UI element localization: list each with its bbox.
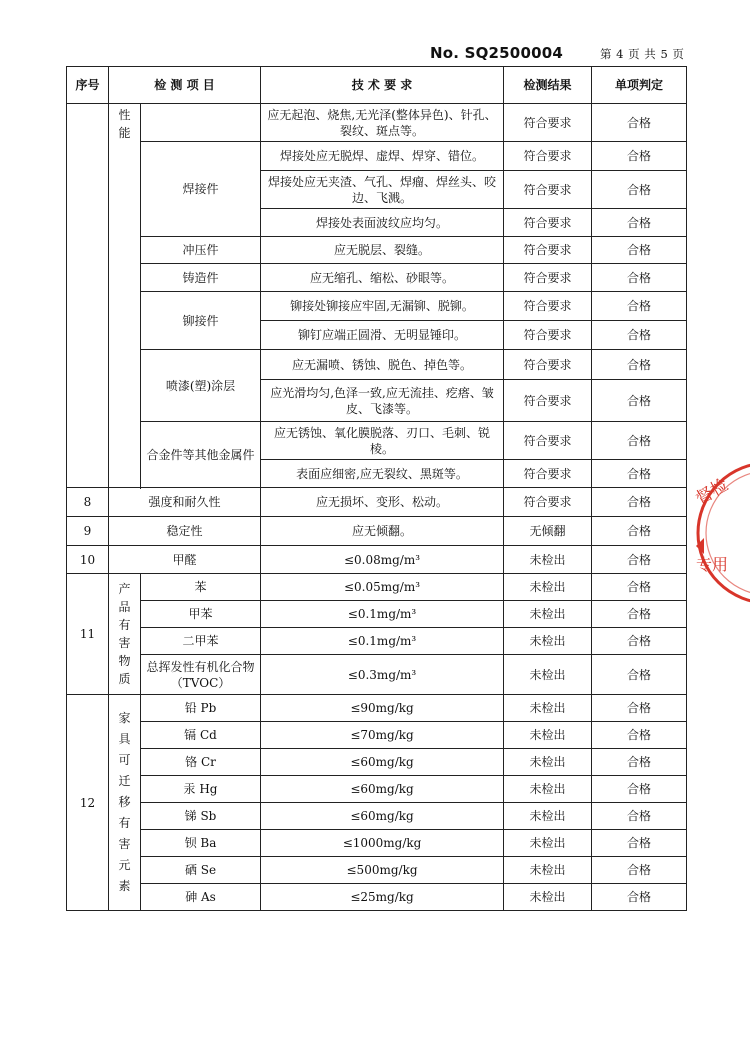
- req-cell: 应无缩孔、缩松、砂眼等。: [261, 264, 504, 292]
- result-cell: 未检出: [504, 830, 592, 857]
- item-cell: 总挥发性有机化合物（TVOC）: [141, 655, 261, 695]
- sub-cell: [141, 104, 261, 142]
- inspection-table: [66, 66, 687, 911]
- table-row: [67, 722, 687, 749]
- verdict-cell: 合格: [592, 628, 687, 655]
- req-cell: 表面应细密,应无裂纹、黑斑等。: [261, 460, 504, 488]
- table-row: [67, 292, 687, 321]
- table-row: [67, 601, 687, 628]
- verdict-cell: 合格: [592, 350, 687, 380]
- req-cell: ≤500mg/kg: [261, 857, 504, 884]
- verdict-cell: 合格: [592, 422, 687, 460]
- verdict-cell: 合格: [592, 857, 687, 884]
- result-cell: 符合要求: [504, 321, 592, 350]
- result-cell: 无倾翻: [504, 517, 592, 546]
- result-cell: 符合要求: [504, 380, 592, 422]
- item-cell: 甲醛: [109, 546, 261, 574]
- item-cell: 铅 Pb: [141, 695, 261, 722]
- req-cell: 应无锈蚀、氧化膜脱落、刃口、毛刺、锐棱。: [261, 422, 504, 460]
- verdict-cell: 合格: [592, 655, 687, 695]
- verdict-cell: 合格: [592, 722, 687, 749]
- item-cell: 汞 Hg: [141, 776, 261, 803]
- req-cell: 焊接处应无夹渣、气孔、焊瘤、焊丝头、咬边、飞溅。: [261, 171, 504, 209]
- table-row: [67, 884, 687, 911]
- req-cell: ≤60mg/kg: [261, 749, 504, 776]
- verdict-cell: 合格: [592, 884, 687, 911]
- table-row: [67, 546, 687, 574]
- req-cell: 应光滑均匀,色泽一致,应无流挂、疙瘩、皱皮、飞漆等。: [261, 380, 504, 422]
- req-cell: ≤0.3mg/m³: [261, 655, 504, 695]
- verdict-cell: 合格: [592, 574, 687, 601]
- req-cell: ≤0.05mg/m³: [261, 574, 504, 601]
- verdict-cell: 合格: [592, 776, 687, 803]
- item-cell: 稳定性: [109, 517, 261, 546]
- sub-cell: 合金件等其他金属件: [141, 422, 261, 488]
- verdict-cell: 合格: [592, 546, 687, 574]
- verdict-cell: 合格: [592, 237, 687, 264]
- seq-cell: [67, 104, 109, 488]
- req-cell: ≤0.1mg/m³: [261, 628, 504, 655]
- verdict-cell: 合格: [592, 171, 687, 209]
- verdict-cell: 合格: [592, 104, 687, 142]
- sub-cell: 冲压件: [141, 237, 261, 264]
- group-cell: 家具可迁移有害元素: [109, 695, 141, 911]
- item-cell: 锑 Sb: [141, 803, 261, 830]
- table-row: [67, 803, 687, 830]
- stamp-text-2: 专用: [696, 555, 729, 574]
- col-item: 检 测 项 目: [109, 67, 261, 104]
- result-cell: 未检出: [504, 803, 592, 830]
- result-cell: 符合要求: [504, 237, 592, 264]
- seq-cell: 11: [67, 574, 109, 695]
- col-requirement: 技 术 要 求: [261, 67, 504, 104]
- seq-cell: 9: [67, 517, 109, 546]
- req-cell: ≤0.08mg/m³: [261, 546, 504, 574]
- table-row: [67, 488, 687, 517]
- verdict-cell: 合格: [592, 601, 687, 628]
- req-cell: ≤60mg/kg: [261, 803, 504, 830]
- verdict-cell: 合格: [592, 460, 687, 488]
- table-row: [67, 264, 687, 292]
- req-cell: 应无漏喷、锈蚀、脱色、掉色等。: [261, 350, 504, 380]
- req-cell: ≤90mg/kg: [261, 695, 504, 722]
- table-row: [67, 237, 687, 264]
- result-cell: 符合要求: [504, 171, 592, 209]
- req-cell: ≤25mg/kg: [261, 884, 504, 911]
- verdict-cell: 合格: [592, 488, 687, 517]
- result-cell: 符合要求: [504, 460, 592, 488]
- req-cell: ≤60mg/kg: [261, 776, 504, 803]
- verdict-cell: 合格: [592, 517, 687, 546]
- req-cell: 应无损坏、变形、松动。: [261, 488, 504, 517]
- result-cell: 符合要求: [504, 104, 592, 142]
- table-row: [67, 422, 687, 460]
- req-cell: ≤1000mg/kg: [261, 830, 504, 857]
- item-cell: 硒 Se: [141, 857, 261, 884]
- group-cell: 产品有害物质: [109, 574, 141, 695]
- req-cell: 铆接处铆接应牢固,无漏铆、脱铆。: [261, 292, 504, 321]
- table-row: [67, 517, 687, 546]
- verdict-cell: 合格: [592, 695, 687, 722]
- result-cell: 未检出: [504, 655, 592, 695]
- result-cell: 未检出: [504, 776, 592, 803]
- verdict-cell: 合格: [592, 380, 687, 422]
- req-cell: ≤0.1mg/m³: [261, 601, 504, 628]
- table-row: [67, 830, 687, 857]
- result-cell: 未检出: [504, 574, 592, 601]
- req-cell: 应无脱层、裂缝。: [261, 237, 504, 264]
- page-indicator: 第 4 页 共 5 页: [600, 47, 685, 61]
- req-cell: 焊接处应无脱焊、虚焊、焊穿、错位。: [261, 142, 504, 171]
- table-row: [67, 142, 687, 171]
- result-cell: 未检出: [504, 749, 592, 776]
- result-cell: 未检出: [504, 628, 592, 655]
- table-row: [67, 655, 687, 695]
- result-cell: 符合要求: [504, 264, 592, 292]
- seq-cell: 8: [67, 488, 109, 517]
- seq-cell: 12: [67, 695, 109, 911]
- verdict-cell: 合格: [592, 749, 687, 776]
- item-cell: 苯: [141, 574, 261, 601]
- group-cell: 性能: [109, 104, 141, 488]
- req-cell: 应无起泡、烧焦,无光泽(整体异色)、针孔、裂纹、斑点等。: [261, 104, 504, 142]
- verdict-cell: 合格: [592, 803, 687, 830]
- req-cell: 应无倾翻。: [261, 517, 504, 546]
- table-row: [67, 749, 687, 776]
- verdict-cell: 合格: [592, 292, 687, 321]
- result-cell: 符合要求: [504, 209, 592, 237]
- sub-cell: 铆接件: [141, 292, 261, 350]
- col-seq: 序号: [67, 67, 109, 104]
- result-cell: 未检出: [504, 884, 592, 911]
- item-cell: 砷 As: [141, 884, 261, 911]
- req-cell: ≤70mg/kg: [261, 722, 504, 749]
- table-row: [67, 574, 687, 601]
- stamp-text-1: 督检: [692, 475, 732, 510]
- result-cell: 未检出: [504, 722, 592, 749]
- table-row: [67, 857, 687, 884]
- item-cell: 强度和耐久性: [109, 488, 261, 517]
- result-cell: 符合要求: [504, 488, 592, 517]
- req-cell: 铆钉应端正圆滑、无明显锤印。: [261, 321, 504, 350]
- table-row: [67, 350, 687, 380]
- col-result: 检测结果: [504, 67, 592, 104]
- table-header-row: [67, 67, 687, 104]
- sub-cell: 铸造件: [141, 264, 261, 292]
- seq-cell: 10: [67, 546, 109, 574]
- official-seal-stamp: [692, 458, 750, 608]
- result-cell: 未检出: [504, 695, 592, 722]
- result-cell: 符合要求: [504, 292, 592, 321]
- req-cell: 焊接处表面波纹应均匀。: [261, 209, 504, 237]
- verdict-cell: 合格: [592, 142, 687, 171]
- verdict-cell: 合格: [592, 321, 687, 350]
- item-cell: 甲苯: [141, 601, 261, 628]
- sub-cell: 焊接件: [141, 142, 261, 237]
- item-cell: 镉 Cd: [141, 722, 261, 749]
- result-cell: 未检出: [504, 546, 592, 574]
- table-row: [67, 104, 687, 142]
- item-cell: 二甲苯: [141, 628, 261, 655]
- verdict-cell: 合格: [592, 209, 687, 237]
- report-number: No. SQ2500004: [430, 44, 563, 62]
- col-verdict: 单项判定: [592, 67, 687, 104]
- result-cell: 未检出: [504, 601, 592, 628]
- item-cell: 铬 Cr: [141, 749, 261, 776]
- result-cell: 符合要求: [504, 142, 592, 171]
- table-row: [67, 776, 687, 803]
- table-row: [67, 695, 687, 722]
- result-cell: 未检出: [504, 857, 592, 884]
- sub-cell: 喷漆(塑)涂层: [141, 350, 261, 422]
- item-cell: 钡 Ba: [141, 830, 261, 857]
- verdict-cell: 合格: [592, 830, 687, 857]
- result-cell: 符合要求: [504, 350, 592, 380]
- result-cell: 符合要求: [504, 422, 592, 460]
- table-row: [67, 628, 687, 655]
- verdict-cell: 合格: [592, 264, 687, 292]
